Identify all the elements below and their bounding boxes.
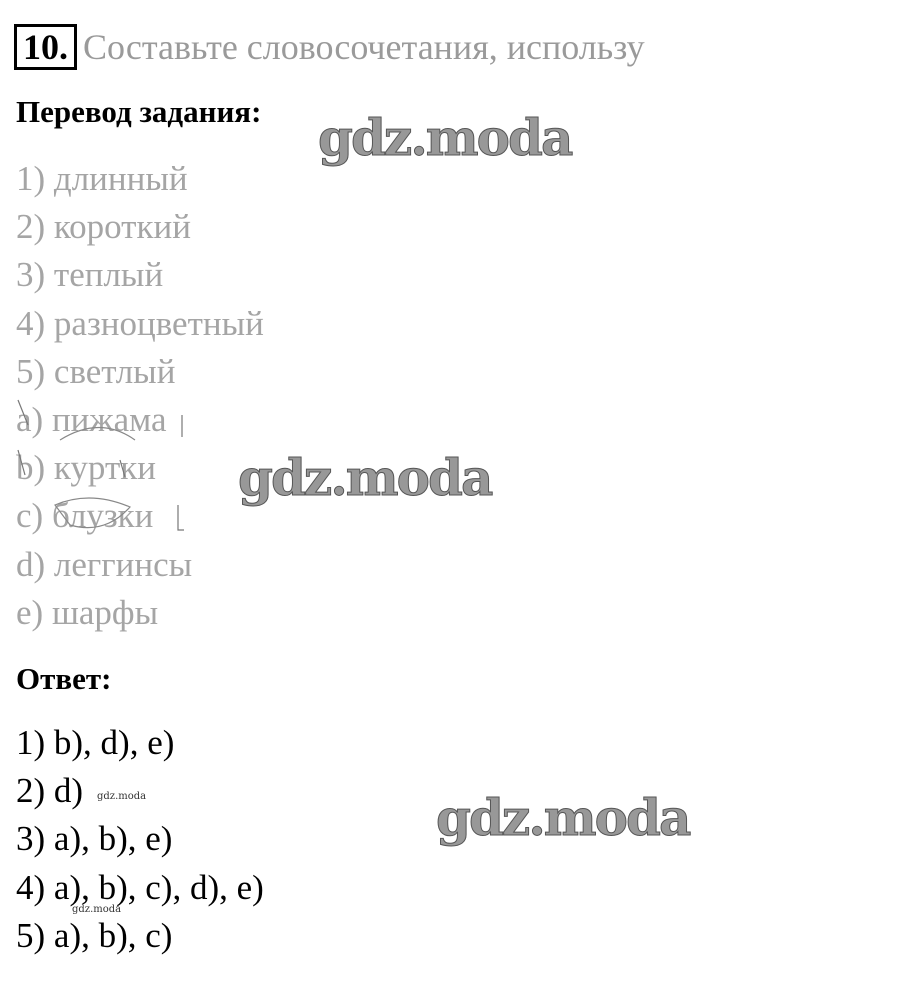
list-item: 4) a), b), c), d), e) (16, 867, 264, 907)
list-item: 3) a), b), e) (16, 819, 173, 859)
list-item: 5) a), b), c) (16, 915, 173, 955)
list-item: 1) b), d), e) (16, 723, 175, 762)
watermark: gdz.moda (318, 108, 572, 167)
task-header (14, 22, 683, 72)
list-item: 2) d) (16, 771, 84, 811)
watermark: gdz.moda (238, 448, 492, 507)
list-item: c) блузки (16, 496, 154, 536)
watermark-small: gdz.moda (72, 904, 122, 915)
list-item: a) пижама (16, 399, 167, 439)
watermark-small: gdz.moda (97, 791, 147, 802)
answer-list (16, 719, 264, 960)
task-text: Составьте словосочетания, использу (83, 27, 645, 67)
list-item: 3) теплый (16, 255, 164, 295)
task-number: 10. (14, 24, 77, 70)
list-item: 5) светлый (16, 351, 176, 391)
list-item: d) леггинсы (16, 544, 193, 584)
answer-heading: Ответ: (16, 661, 112, 696)
list-item: 2) короткий (16, 207, 191, 247)
list-item: e) шарфы (16, 592, 159, 632)
watermark: gdz.moda (436, 788, 690, 847)
list-item: 1) длинный (16, 159, 188, 198)
list-item: b) куртки (16, 448, 156, 488)
translation-heading: Перевод задания: (16, 94, 262, 129)
translation-list (16, 155, 264, 637)
list-item: 4) разноцветный (16, 303, 264, 343)
